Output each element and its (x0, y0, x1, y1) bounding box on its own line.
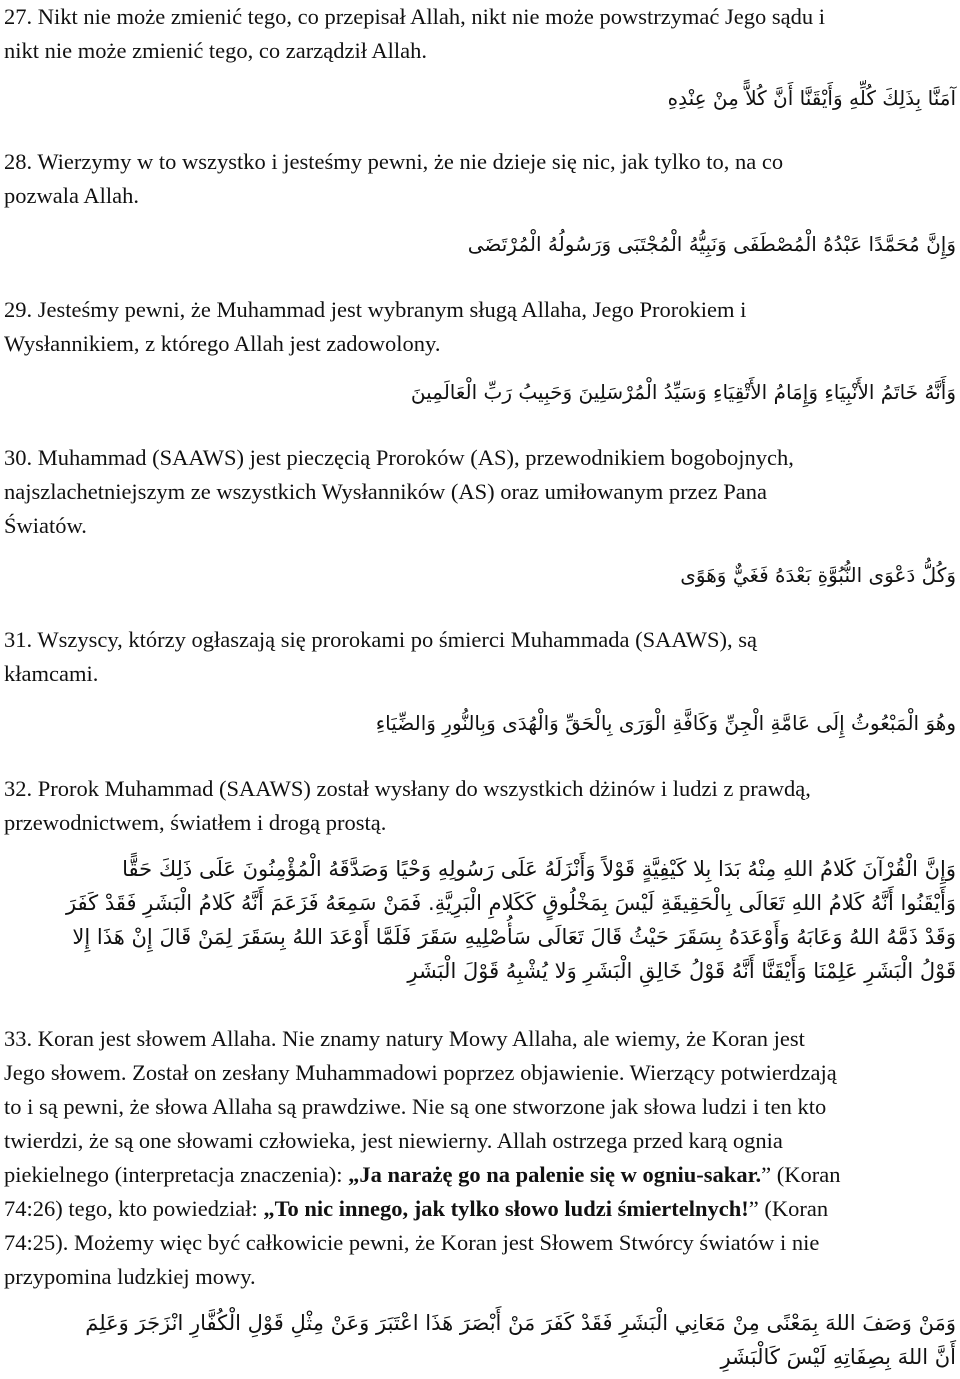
point-30-line-3: Światów. (4, 513, 87, 538)
quote-sakar: „Ja narażę go na palenie się w ogniu-sakar. (348, 1162, 762, 1187)
point-33-line-5: piekielnego (interpretacja znaczenia): „Ja narażę go na palenie się w ogniu-sakar.” (Koran (4, 1162, 841, 1187)
point-30-line-1: 30. Muhammad (SAAWS) jest pieczęcią Proroków (AS), przewodnikiem bogobojnych, (4, 445, 794, 470)
point-33-line-1: 33. Koran jest słowem Allaha. Nie znamy natury Mowy Allaha, ale wiemy, że Koran jest (4, 1026, 805, 1051)
point-32-line-1: 32. Prorok Muhammad (SAAWS) został wysłany do wszystkich dżinów i ludzi z prawdą, (4, 776, 811, 801)
point-27-line-1: 27. Nikt nie może zmienić tego, co przepisał Allah, nikt nie może powstrzymać Jego sądu i (4, 4, 826, 29)
point-28-line-2: pozwala Allah. (4, 183, 139, 208)
point-29-line-2: Wysłannikiem, z którego Allah jest zadowolony. (4, 331, 441, 356)
point-33-line-7: 74:25). Możemy więc być całkowicie pewni, że Koran jest Słowem Stwórcy światów i nie (4, 1230, 820, 1255)
point-33-line-6: 74:26) tego, kto powiedział: „To nic innego, jak tylko słowo ludzi śmiertelnych!” (Koran (4, 1196, 829, 1221)
point-33-line-6-text: 74:26) tego, kto powiedział: (4, 1196, 264, 1221)
koran-ref-2: (Koran (764, 1196, 829, 1221)
arabic-text-31: وَكُلُّ دَعْوَى النُّبُوَّةِ بَعْدَهُ فَغَيٌّ وَهَوًى (680, 563, 956, 587)
point-33-line-2: Jego słowem. Został on zesłany Muhammadowi poprzez objawienie. Wierzący potwierdzają (4, 1060, 837, 1085)
point-31-line-1: 31. Wszyscy, którzy ogłaszają się prorokami po śmierci Muhammada (SAAWS), są (4, 627, 758, 652)
arabic-text-33-line-3: وَقَدْ ذَمَّهُ اللهُ وَعَابَهُ وَأَوْعَدَهُ بِسَقَرَ حَيْثُ قَالَ تَعَالَى سَأُصْلِيهِ سَقَرَ فَلَمَّا أَوْعَدَ اللهُ بِسَقَرَ لِمَنْ قَالَ إِنْ هَذَا إِلا (72, 925, 956, 949)
arabic-text-30: وَأَنَّهُ خَاتَمُ الأَنْبِيَاءِ وَإِمَامُ الأَتْقِيَاءِ وَسَيِّدُ الْمُرْسَلِينَ وَحَبِيبُ رَبِّ الْعَالَمِينَ (410, 380, 956, 404)
arabic-text-34-line-2: أَنَّ اللهَ بِصِفَاتِهِ لَيْسَ كَالْبَشَرِ (720, 1345, 956, 1369)
arabic-text-33-line-1: وَإِنَّ الْقُرْآنَ كَلامُ اللهِ مِنْهُ بَدَا بِلا كَيْفِيَّةٍ قَوْلاً وَأَنْزَلَهُ عَلَى رَسُولِهِ وَحْيًا وَصَدَّقَهُ الْمُؤْمِنُونَ عَلَى ذَلِكَ حَقًّا (122, 857, 956, 881)
point-27-line-2: nikt nie może zmienić tego, co zarządził Allah. (4, 38, 427, 63)
arabic-text-33-line-4: قَوْلُ الْبَشَرِ عَلِمْنَا وَأَيْقَنَّا أَنَّهُ قَوْلُ خَالِقِ الْبَشَرِ وَلا يُشْبِهُ قَوْلَ الْبَشَرِ (407, 959, 956, 983)
point-33-line-8: przypomina ludzkiej mowy. (4, 1264, 256, 1289)
point-32-line-2: przewodnictwem, światłem i drogą prostą. (4, 810, 387, 835)
point-33-line-4: twierdzi, że są one słowami człowieka, jest niewierny. Allah ostrzega przed karą ognia (4, 1128, 783, 1153)
point-33-line-5-text: piekielnego (interpretacja znaczenia): (4, 1162, 349, 1187)
point-28-line-1: 28. Wierzymy w to wszystko i jesteśmy pewni, że nie dzieje się nic, jak tylko to, na co (4, 149, 784, 174)
point-30-line-2: najszlachetniejszym ze wszystkich Wysłanników (AS) oraz umiłowanym przez Pana (4, 479, 768, 504)
point-29-line-1: 29. Jesteśmy pewni, że Muhammad jest wybranym sługą Allaha, Jego Prorokiem i (4, 297, 747, 322)
arabic-text-34-line-1: وَمَنْ وَصَفَ اللهَ بِمَعْنًى مِنْ مَعَانِي الْبَشَرِ فَقَدْ كَفَرَ مَنْ أَبْصَرَ هَذَا اعْتَبَرَ وَعَنْ مِثْلِ قَوْلِ الْكُفَّارِ انْزَجَرَ وَعَلِمَ (85, 1311, 956, 1335)
koran-ref-1: (Koran (776, 1162, 841, 1187)
point-33-line-3: to i są pewni, że słowa Allaha są prawdziwe. Nie są one stworzone jak słowa ludzi i ten kto (4, 1094, 827, 1119)
point-31-line-2: kłamcami. (4, 661, 99, 686)
arabic-text-29: وَإِنَّ مُحَمَّدًا عَبْدُهُ الْمُصْطَفَى وَنَبِيُّهُ الْمُجْتَبَى وَرَسُولُهُ الْمُرْتَضَى (467, 232, 956, 256)
arabic-text-33-line-2: وَأَيْقَنُوا أَنَّهُ كَلامُ اللهِ تَعَالَى بِالْحَقِيقَةِ لَيْسَ بِمَخْلُوقٍ كَكَلامِ الْبَرِيَّةِ. فَمَنْ سَمِعَهُ فَزَعَمَ أَنَّهُ كَلامُ الْبَشَرِ فَقَدْ كَفَرَ (65, 891, 956, 915)
quote-mortal-words: „To nic innego, jak tylko słowo ludzi śmiertelnych! (263, 1196, 749, 1221)
arabic-text-32: وهُوَ الْمَبْعُوثُ إِلَى عَامَّةِ الْجِنِّ وَكَافَّةِ الْوَرَى بِالْحَقِّ وَالْهُدَى وَبِالنُّورِ وَالضِّيَاءِ (375, 711, 956, 735)
arabic-text-28: آمَنَّا بِذَلِكَ كُلِّهِ وَأَيْقَنَّا أَنَّ كُلاًّ مِنْ عِنْدِهِ (667, 86, 956, 110)
